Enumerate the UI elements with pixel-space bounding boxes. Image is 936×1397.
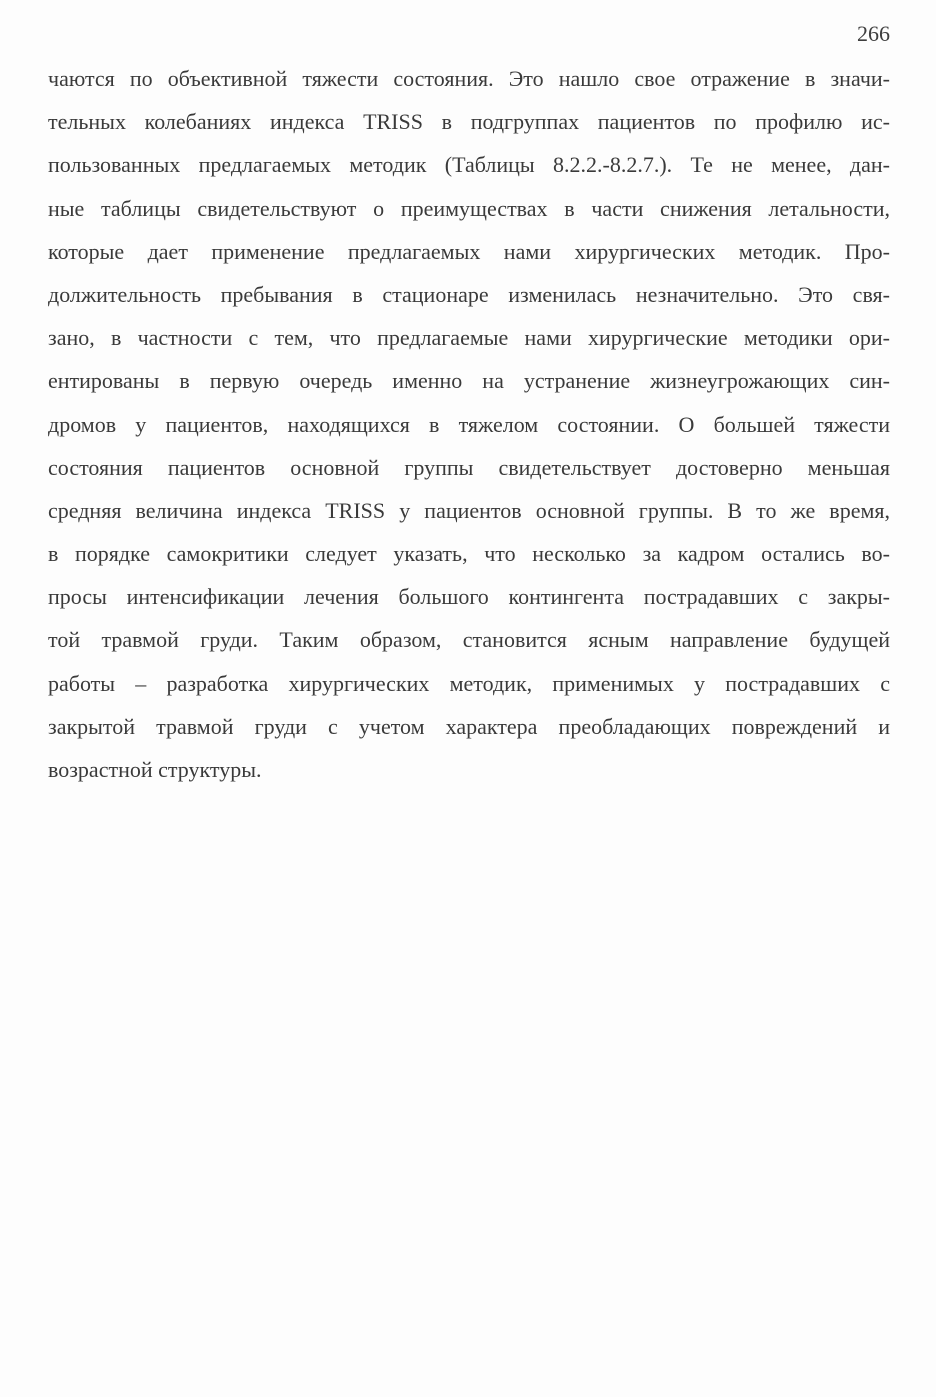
text-line: работы – разработка хирургических методик, применимых у пострадавших с <box>48 670 890 696</box>
text-line: дромов у пациентов, находящихся в тяжелом состоянии. О большей тяжести <box>48 411 890 437</box>
text-line: ные таблицы свидетельствуют о преимуществах в части снижения летальности, <box>48 195 890 221</box>
text-line: тельных колебаниях индекса TRISS в подгруппах пациентов по профилю ис- <box>48 109 890 135</box>
page-number: 266 <box>857 21 890 46</box>
text-line: которые дает применение предлагаемых нами хирургических методик. Про- <box>48 238 890 264</box>
text-line: просы интенсификации лечения большого контингента пострадавших с закры- <box>48 584 890 610</box>
text-line-last: возрастной структуры. <box>48 757 262 782</box>
text-line: чаются по объективной тяжести состояния. Это нашло свое отражение в значи- <box>48 66 890 91</box>
text-line: в порядке самокритики следует указать, что несколько за кадром остались во- <box>48 541 890 567</box>
text-line: пользованных предлагаемых методик (Таблицы 8.2.2.-8.2.7.). Те не менее, дан- <box>48 152 890 178</box>
text-line: зано, в частности с тем, что предлагаемые нами хирургические методики ори- <box>48 325 890 351</box>
text-line: ентированы в первую очередь именно на устранение жизнеугрожающих син- <box>48 368 890 394</box>
text-line: закрытой травмой груди с учетом характера преобладающих повреждений и <box>48 713 890 739</box>
text-line: средняя величина индекса TRISS у пациентов основной группы. В то же время, <box>48 497 890 523</box>
text-line: состояния пациентов основной группы свидетельствует достоверно меньшая <box>48 454 890 480</box>
body-paragraph <box>48 57 890 791</box>
text-line: той травмой груди. Таким образом, становится ясным направление будущей <box>48 627 890 653</box>
text-line: должительность пребывания в стационаре изменилась незначительно. Это свя- <box>48 281 890 307</box>
